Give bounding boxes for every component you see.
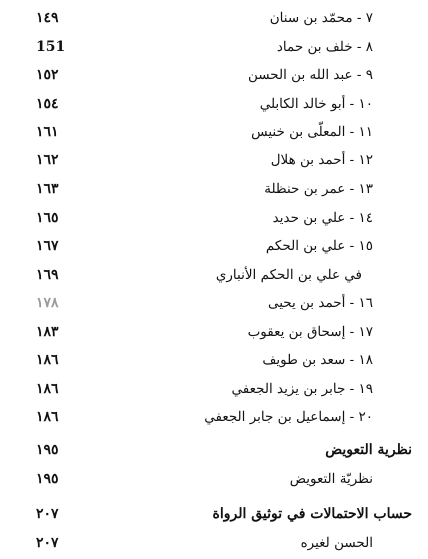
toc-entry xyxy=(0,346,428,374)
toc-entry xyxy=(0,146,428,174)
page-number: ١٨٦ xyxy=(36,409,59,425)
toc-entry xyxy=(0,289,428,317)
toc-entry xyxy=(0,61,428,89)
entry-title: نظريّة التعويض xyxy=(289,471,373,487)
entry-title: ١١ - المعلّى بن خنيس xyxy=(251,124,373,140)
page-number: ١٨٣ xyxy=(36,324,59,340)
page-number: ١٦٢ xyxy=(36,152,59,168)
toc-entry xyxy=(0,204,428,232)
page-number: ١٥٢ xyxy=(36,67,59,83)
entry-title: ١٥ - علي بن الحكم xyxy=(265,238,373,254)
toc-entry xyxy=(0,175,428,203)
entry-title: ٢٠ - إسماعيل بن جابر الجعفي xyxy=(204,409,373,425)
page-number: ٢٠٧ xyxy=(36,506,59,522)
page-number: ١٦٣ xyxy=(36,181,59,197)
entry-title: ١٣ - عمر بن حنظلة xyxy=(264,181,373,197)
page-number: ١٦١ xyxy=(36,124,59,140)
page-number: ١٤٩ xyxy=(36,10,59,26)
page-number: ١٦٩ xyxy=(36,267,59,283)
entry-title: ١٤ - علي بن حديد xyxy=(272,210,373,226)
toc-entry xyxy=(0,232,428,260)
entry-title: ٨ - خلف بن حماد xyxy=(276,39,373,55)
page-number: ٢٠٧ xyxy=(36,535,59,551)
toc-entry xyxy=(0,318,428,346)
entry-title: ١٧ - إسحاق بن يعقوب xyxy=(247,324,373,340)
toc-entry xyxy=(0,90,428,118)
toc-entry xyxy=(0,375,428,403)
page-number: ١٨٦ xyxy=(36,381,59,397)
page-number: ١٥٤ xyxy=(36,96,59,112)
page-number: ١٦٥ xyxy=(36,210,59,226)
entry-title: ١٠ - أبو خالد الكابلي xyxy=(259,96,373,112)
toc-entry xyxy=(0,529,428,557)
entry-title: الحسن لغيره xyxy=(300,535,373,551)
entry-title: ٧ - محمّد بن سنان xyxy=(269,10,373,26)
section-title: حساب الاحتمالات في توثيق الرواة xyxy=(212,506,412,522)
page-number: ١٦٧ xyxy=(36,238,59,254)
toc-entry xyxy=(0,33,428,61)
section-title: نظرية التعويض xyxy=(325,442,412,458)
entry-title: ١٩ - جابر بن يزيد الجعفي xyxy=(231,381,373,397)
page-number: ١٨٦ xyxy=(36,352,59,368)
toc-section xyxy=(0,436,428,464)
page-number: ١٩٥ xyxy=(36,471,59,487)
toc-section xyxy=(0,500,428,528)
toc-entry xyxy=(0,4,428,32)
page-number: 151 xyxy=(36,39,66,55)
entry-title: ١٦ - أحمد بن يحيى xyxy=(267,295,373,311)
entry-title: ٩ - عبد الله بن الحسن xyxy=(247,67,373,83)
entry-title: ١٢ - أحمد بن هلال xyxy=(270,152,373,168)
toc-subentry xyxy=(0,261,428,289)
page-number: ١٩٥ xyxy=(36,442,59,458)
entry-title: في علي بن الحكم الأنباري xyxy=(215,267,362,283)
toc-entry xyxy=(0,403,428,431)
page-number: ١٧٨ xyxy=(36,295,59,311)
toc-entry xyxy=(0,465,428,493)
entry-title: ١٨ - سعد بن طويف xyxy=(262,352,373,368)
toc-entry xyxy=(0,118,428,146)
